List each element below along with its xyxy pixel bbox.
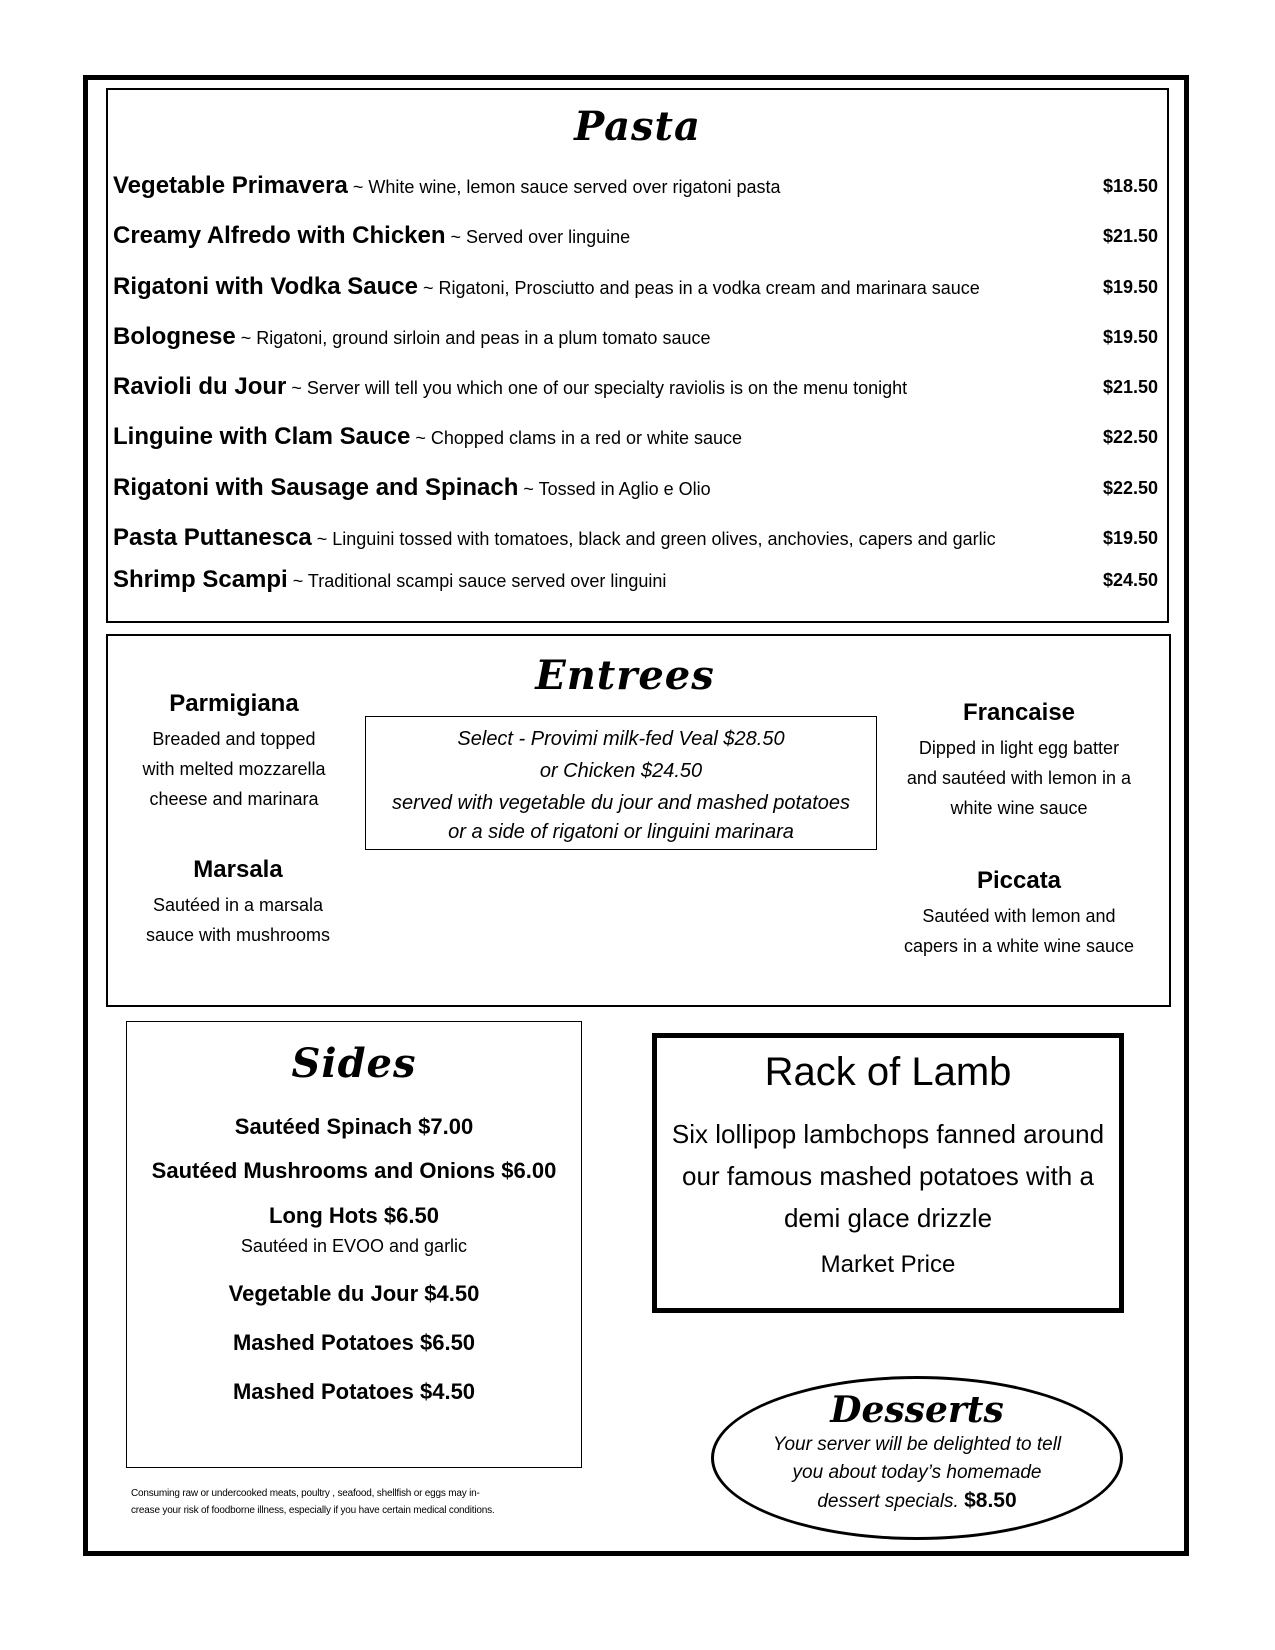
- entree-desc: Breaded and topped: [152, 729, 316, 749]
- select-line: served with vegetable du jour and mashed potatoes: [391, 792, 851, 814]
- item-desc: ~ Rigatoni, ground sirloin and peas in a plum tomato sauce: [235, 328, 711, 348]
- side-item: Sautéed Spinach $7.00: [234, 1114, 474, 1139]
- item-desc: ~ Tossed in Aglio e Olio: [518, 479, 711, 499]
- select-line: Select - Provimi milk-fed Veal $28.50: [457, 728, 785, 750]
- item-name: Rigatoni with Sausage and Spinach: [113, 474, 519, 501]
- item-desc: ~ Chopped clams in a red or white sauce: [410, 428, 743, 448]
- entree-desc: Sautéed in a marsala: [152, 895, 324, 915]
- side-item: Long Hots $6.50: [269, 1203, 439, 1228]
- desserts-line-text: dessert specials.: [817, 1491, 959, 1512]
- desserts-price: $8.50: [964, 1489, 1017, 1512]
- entree-desc: sauce with mushrooms: [145, 925, 331, 945]
- item-price: $18.50: [1102, 176, 1158, 196]
- pasta-item: [113, 373, 1158, 403]
- item-name: Vegetable Primavera: [113, 172, 348, 199]
- entree-desc: and sautéed with lemon in a: [906, 768, 1132, 788]
- entree-desc: Sautéed with lemon and: [922, 906, 1116, 926]
- item-desc: ~ Rigatoni, Prosciutto and peas in a vodka cream and marinara sauce: [417, 278, 980, 298]
- pasta-item: [113, 273, 1158, 303]
- rack-of-lamb-box: [652, 1033, 1124, 1313]
- item-name: Ravioli du Jour: [113, 373, 287, 400]
- side-item: Mashed Potatoes $6.50: [232, 1330, 476, 1355]
- sides-heading: Sides: [291, 1040, 417, 1087]
- desserts-heading: Desserts: [830, 1389, 1004, 1431]
- entree-desc: cheese and marinara: [149, 789, 319, 809]
- food-safety-disclaimer: [131, 1485, 581, 1519]
- item-name: Creamy Alfredo with Chicken: [113, 222, 446, 249]
- disclaimer-line: Consuming raw or undercooked meats, poultry , seafood, shellfish or eggs may in-: [131, 1488, 480, 1499]
- entree-desc: white wine sauce: [950, 798, 1088, 818]
- item-price: $21.50: [1102, 377, 1158, 397]
- entree-name: Piccata: [976, 867, 1062, 894]
- desserts-line: Your server will be delighted to tell: [772, 1434, 1062, 1455]
- pasta-item: [113, 323, 1158, 353]
- side-item: Vegetable du Jour $4.50: [228, 1281, 480, 1306]
- pasta-item: [113, 524, 1158, 554]
- item-name: Rigatoni with Vodka Sauce: [113, 273, 418, 300]
- entree-marsala: [118, 856, 358, 950]
- pasta-item: [113, 222, 1158, 252]
- lamb-desc-line: demi glace drizzle: [783, 1203, 993, 1233]
- pasta-item: [113, 423, 1158, 453]
- pasta-item: [113, 474, 1158, 504]
- entree-francaise: [888, 699, 1150, 823]
- item-price: $19.50: [1102, 277, 1158, 297]
- entree-name: Francaise: [962, 699, 1076, 726]
- entree-piccata: [888, 867, 1150, 961]
- item-name: Shrimp Scampi: [113, 566, 288, 593]
- item-price: $22.50: [1102, 478, 1158, 498]
- item-price: $24.50: [1102, 570, 1158, 590]
- entree-desc: Dipped in light egg batter: [918, 738, 1120, 758]
- item-price: $19.50: [1102, 327, 1158, 347]
- lamb-title: Rack of Lamb: [764, 1050, 1012, 1094]
- item-name: Bolognese: [113, 323, 236, 350]
- lamb-desc-line: our famous mashed potatoes with a: [682, 1161, 1094, 1191]
- item-price: $19.50: [1102, 528, 1158, 548]
- entree-parmigiana: [118, 690, 350, 814]
- lamb-price: Market Price: [820, 1251, 956, 1278]
- side-note: Sautéed in EVOO and garlic: [240, 1236, 468, 1256]
- pasta-heading: Pasta: [574, 103, 701, 150]
- pasta-item: [113, 566, 1158, 596]
- entree-name: Marsala: [193, 856, 283, 883]
- entree-select-box: [365, 716, 877, 850]
- item-name: Pasta Puttanesca: [113, 524, 312, 551]
- entrees-heading: Entrees: [535, 652, 715, 699]
- entree-desc: with melted mozzarella: [142, 759, 326, 779]
- select-line: or a side of rigatoni or linguini marinara: [448, 821, 794, 843]
- item-price: $22.50: [1102, 427, 1158, 447]
- select-line: or Chicken $24.50: [539, 760, 703, 782]
- item-price: $21.50: [1102, 226, 1158, 246]
- entree-name: Parmigiana: [169, 690, 299, 717]
- item-desc: ~ Served over linguine: [445, 227, 631, 247]
- entree-desc: capers in a white wine sauce: [903, 936, 1135, 956]
- side-item: Sautéed Mushrooms and Onions $6.00: [151, 1158, 557, 1183]
- side-item: Mashed Potatoes $4.50: [232, 1379, 476, 1404]
- lamb-desc-line: Six lollipop lambchops fanned around: [671, 1119, 1105, 1149]
- desserts-line: you about today’s homemade: [792, 1462, 1042, 1483]
- disclaimer-line: crease your risk of foodborne illness, especially if you have certain medical conditions.: [131, 1505, 495, 1516]
- desserts-oval: [711, 1376, 1123, 1540]
- item-desc: ~ Linguini tossed with tomatoes, black and green olives, anchovies, capers and garlic: [311, 529, 996, 549]
- item-desc: ~ Traditional scampi sauce served over linguini: [287, 571, 667, 591]
- item-name: Linguine with Clam Sauce: [113, 423, 411, 450]
- pasta-item: [113, 172, 1158, 202]
- desserts-line: [714, 1487, 1120, 1516]
- item-desc: ~ White wine, lemon sauce served over rigatoni pasta: [347, 177, 781, 197]
- item-desc: ~ Server will tell you which one of our specialty raviolis is on the menu tonight: [286, 378, 908, 398]
- lamb-desc: [657, 1113, 1119, 1239]
